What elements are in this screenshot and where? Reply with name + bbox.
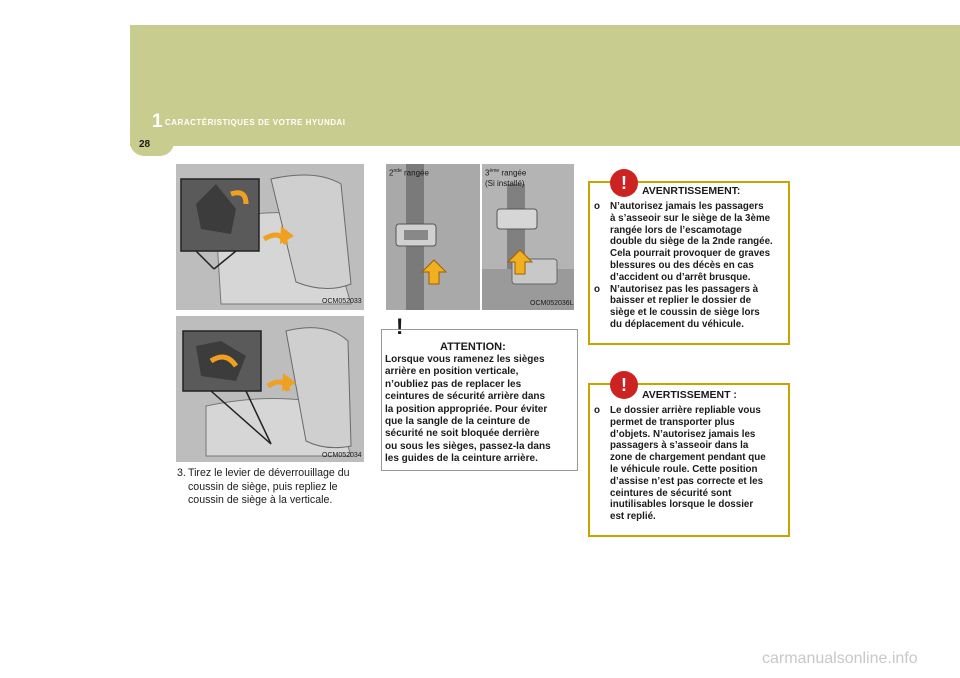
warning-line: d’objets. N’autorisez jamais les	[610, 428, 756, 440]
bullet: o	[594, 405, 600, 416]
warning-box-1	[588, 173, 790, 345]
attention-body	[385, 354, 575, 466]
bullet: o	[594, 283, 600, 295]
warning-line: d’assise n’est pas correcte et les	[610, 475, 764, 487]
warning-2-list	[594, 405, 786, 523]
warning-line: Le dossier arrière repliable vous	[610, 405, 761, 416]
warning-line: d’accident ou d’arrêt brusque.	[610, 271, 751, 283]
step-line: coussin de siège à la verticale.	[188, 494, 333, 506]
watermark: carmanualsonline.info	[762, 650, 918, 667]
label-third-row-num: 3	[485, 168, 490, 178]
warning-line: inutilisables lorsque le dossier	[610, 499, 754, 511]
warning-1-title: AVENRTISSEMENT:	[642, 185, 741, 197]
warning-line: rangée lors de l’escamotage	[610, 224, 742, 236]
warning-line: N’autorisez pas les passagers à	[610, 283, 759, 295]
warning-2-item	[594, 405, 786, 523]
attention-line: arrière en position verticale,	[385, 366, 519, 378]
warning-line: passagers à s’asseoir dans la	[610, 440, 749, 452]
label-second-row-sup: nde	[393, 168, 402, 174]
warning-1-list	[594, 201, 786, 331]
warning-box-2	[588, 375, 790, 537]
photo-code-top: OCM052033	[322, 298, 362, 305]
photo-code-middle: OCM052036L	[530, 300, 574, 307]
page-tab	[130, 136, 174, 156]
photo-code-bottom: OCM052034	[322, 452, 362, 459]
label-second-row-text: rangée	[401, 168, 429, 178]
step-instruction	[177, 467, 364, 508]
step-line: Tirez le levier de déverrouillage du	[188, 467, 350, 479]
warning-line: siège et le coussin de siège lors	[610, 307, 760, 319]
warning-line: à s’asseoir sur le siège de la 3ème	[610, 212, 771, 224]
label-second-row-num: 2	[389, 168, 394, 178]
label-third-row-sub: (Si installé)	[485, 178, 525, 188]
warning-exclaim-icon: !	[610, 371, 638, 399]
warning-line: baisser et replier le dossier de	[610, 295, 752, 307]
attention-line: sécurité ne soit bloquée derrière	[385, 428, 540, 440]
warning-line: permet de transporter plus	[610, 416, 735, 428]
seat-photo-bottom	[176, 316, 364, 462]
belt-photo-second-row	[386, 164, 480, 310]
warning-line: N’autorisez jamais les passagers	[610, 201, 764, 212]
warning-line: le véhicule roule. Cette position	[610, 463, 758, 475]
attention-title: ATTENTION:	[440, 341, 506, 353]
label-third-row-sup: ème	[489, 168, 500, 174]
step-line: coussin de siège, puis repliez le	[188, 480, 338, 493]
chapter-number: 1	[152, 111, 163, 132]
warning-1-item	[594, 201, 786, 284]
warning-line: blessures ou des décès en cas	[610, 259, 754, 271]
warning-line: Cela pourrait provoquer de graves	[610, 248, 771, 260]
page-number: 28	[139, 139, 151, 150]
attention-line: ceintures de sécurité arrière dans	[385, 391, 546, 403]
warning-line: du déplacement du véhicule.	[610, 318, 744, 330]
warning-2-title: AVERTISSEMENT :	[642, 389, 737, 401]
bullet: o	[594, 201, 600, 212]
label-third-row-text: rangée	[499, 168, 527, 178]
step-number: 3.	[177, 467, 186, 479]
warning-line: double du siège de la 2nde rangée.	[610, 236, 773, 248]
label-third-row	[485, 166, 526, 189]
attention-line: que la sangle de la ceinture de	[385, 416, 531, 428]
warning-line: est replié.	[610, 511, 656, 523]
seat-photo-top	[176, 164, 364, 310]
attention-box	[381, 314, 578, 471]
attention-line: Lorsque vous ramenez les sièges	[385, 354, 545, 365]
attention-line: n’oubliez pas de replacer les	[385, 378, 522, 390]
warning-line: ceintures de sécurité sont	[610, 487, 732, 499]
warning-1-item	[594, 284, 786, 331]
chapter-title: CARACTÉRISTIQUES DE VOTRE HYUNDAI	[165, 118, 346, 127]
label-second-row	[389, 166, 429, 179]
attention-line: ou sous les sièges, passez-la dans	[385, 440, 551, 452]
warning-exclaim-icon: !	[610, 169, 638, 197]
attention-line: la position appropriée. Pour éviter	[385, 403, 548, 415]
warning-line: zone de chargement pendant que	[610, 452, 766, 464]
header-band	[130, 25, 960, 146]
attention-line: les guides de la ceinture arrière.	[385, 453, 538, 465]
attention-exclaim-icon: !	[396, 314, 404, 339]
